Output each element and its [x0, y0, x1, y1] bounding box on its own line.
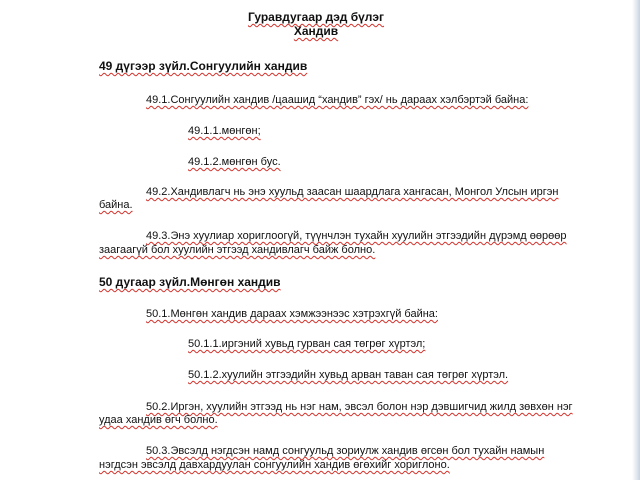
page-edge-shadow [632, 0, 640, 480]
item-49-1-1: 49.1.1.мөнгөн; [188, 125, 261, 137]
paragraph-50-2-line-2: удаа хандив өгч болно. [99, 414, 218, 426]
paragraph-49-1: 49.1.Сонгуулийн хандив /цаашид “хандив” гэх/ нь дараах хэлбэртэй байна: [146, 94, 529, 106]
paragraph-49-2-line-1: 49.2.Хандивлагч нь энэ хуульд заасан шаардлага хангасан, Монгол Улсын иргэн [146, 186, 559, 198]
item-50-1-1: 50.1.1.иргэний хувьд гурван сая төгрөг хүртэл; [188, 338, 426, 350]
paragraph-50-3-line-1: 50.3.Эвсэлд нэгдсэн намд сонгуульд зориулж хандив өгсөн бол тухайн намын [146, 445, 545, 457]
paragraph-50-1: 50.1.Мөнгөн хандив дараах хэмжээнээс хэтрэхгүй байна: [146, 308, 438, 320]
article-50-heading: 50 дугаар зүйл.Мөнгөн хандив [99, 275, 281, 289]
chapter-subtitle: Хандив [293, 24, 339, 38]
paragraph-50-2-line-1: 50.2.Иргэн, хуулийн этгээд нь нэг нам, эвсэл болон нэр дэвшигчид жилд зөвхөн нэг [146, 401, 573, 413]
paragraph-49-3-line-2: заагаагүй бол хуулийн этгээд хандивлагч байж болно. [99, 244, 376, 256]
chapter-title: Гуравдугаар дэд бүлэг [247, 10, 385, 24]
paragraph-49-3-line-1: 49.3.Энэ хуулиар хориглоогүй, түүнчлэн тухайн хуулийн этгээдийн дүрэмд өөрөөр [146, 230, 567, 242]
item-50-1-2: 50.1.2.хуулийн этгээдийн хувьд арван таван сая төгрөг хүртэл. [188, 369, 509, 381]
paragraph-50-3-line-2: нэгдсэн эвсэлд давхардуулан сонгуулийн хандив өгөхийг хориглоно. [99, 459, 450, 471]
item-49-1-2: 49.1.2.мөнгөн бус. [188, 156, 281, 168]
article-49-heading: 49 дүгээр зүйл.Сонгуулийн хандив [99, 59, 308, 73]
paragraph-49-2-line-2: байна. [99, 199, 133, 211]
